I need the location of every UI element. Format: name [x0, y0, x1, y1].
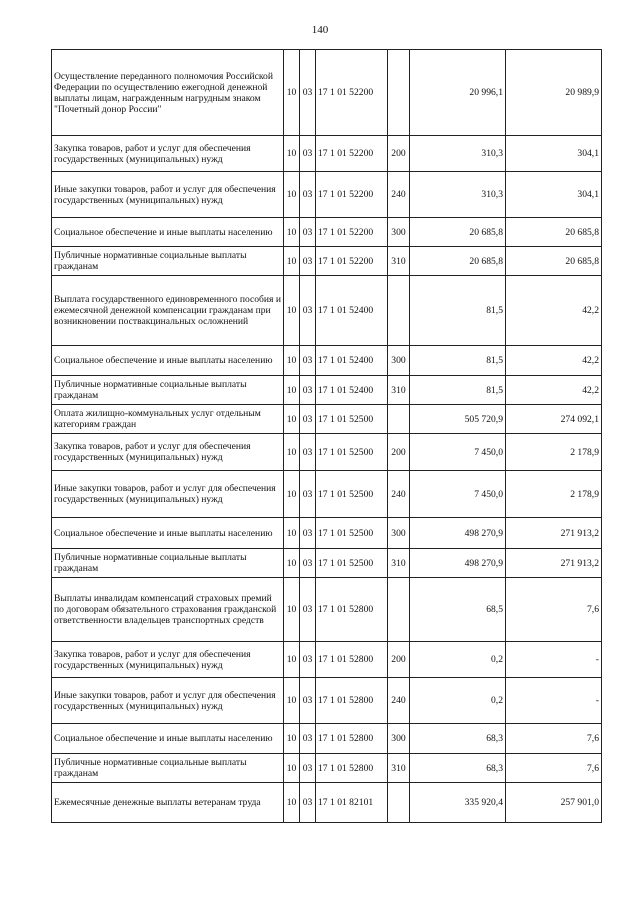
amount-approved: 68,5	[410, 578, 506, 642]
table-row	[52, 724, 602, 754]
table-row	[52, 783, 602, 823]
amount-approved: 81,5	[410, 276, 506, 346]
subsection-code: 03	[300, 172, 316, 218]
table-row	[52, 136, 602, 172]
table-row	[52, 50, 602, 136]
target-article-code: 17 1 01 52200	[316, 136, 388, 172]
amount-approved: 68,3	[410, 724, 506, 754]
expense-type-code: 240	[388, 471, 410, 518]
amount-approved: 7 450,0	[410, 434, 506, 471]
amount-executed: 42,2	[506, 346, 602, 376]
expense-type-code: 310	[388, 549, 410, 578]
section-code: 10	[284, 754, 300, 783]
subsection-code: 03	[300, 405, 316, 434]
amount-approved: 498 270,9	[410, 549, 506, 578]
table-row	[52, 405, 602, 434]
row-description: Публичные нормативные социальные выплаты гражданам	[52, 549, 284, 578]
subsection-code: 03	[300, 247, 316, 276]
expense-type-code: 240	[388, 678, 410, 724]
amount-approved: 81,5	[410, 376, 506, 405]
target-article-code: 17 1 01 52800	[316, 724, 388, 754]
target-article-code: 17 1 01 82101	[316, 783, 388, 823]
amount-executed: 42,2	[506, 276, 602, 346]
amount-approved: 81,5	[410, 346, 506, 376]
target-article-code: 17 1 01 52400	[316, 376, 388, 405]
target-article-code: 17 1 01 52400	[316, 346, 388, 376]
subsection-code: 03	[300, 518, 316, 549]
section-code: 10	[284, 518, 300, 549]
table-row	[52, 549, 602, 578]
amount-approved: 20 685,8	[410, 247, 506, 276]
amount-executed: 257 901,0	[506, 783, 602, 823]
amount-approved: 0,2	[410, 678, 506, 724]
amount-executed: 7,6	[506, 754, 602, 783]
expense-type-code: 310	[388, 754, 410, 783]
amount-approved: 0,2	[410, 642, 506, 678]
row-description: Публичные нормативные социальные выплаты гражданам	[52, 247, 284, 276]
subsection-code: 03	[300, 218, 316, 247]
budget-table-body	[52, 50, 602, 823]
amount-executed: 304,1	[506, 172, 602, 218]
target-article-code: 17 1 01 52400	[316, 276, 388, 346]
section-code: 10	[284, 434, 300, 471]
amount-executed: 271 913,2	[506, 549, 602, 578]
subsection-code: 03	[300, 136, 316, 172]
row-description: Выплата государственного единовременного пособия и ежемесячной денежной компенсации гражданам при возникновении поствакцинальных осложнений	[52, 276, 284, 346]
section-code: 10	[284, 549, 300, 578]
amount-executed: 20 989,9	[506, 50, 602, 136]
target-article-code: 17 1 01 52200	[316, 247, 388, 276]
expense-type-code	[388, 783, 410, 823]
target-article-code: 17 1 01 52500	[316, 471, 388, 518]
target-article-code: 17 1 01 52200	[316, 50, 388, 136]
amount-executed: -	[506, 678, 602, 724]
expense-type-code: 310	[388, 247, 410, 276]
table-row	[52, 471, 602, 518]
expense-type-code: 300	[388, 518, 410, 549]
row-description: Социальное обеспечение и иные выплаты населению	[52, 346, 284, 376]
amount-executed: 2 178,9	[506, 434, 602, 471]
amount-executed: 42,2	[506, 376, 602, 405]
expense-type-code	[388, 405, 410, 434]
subsection-code: 03	[300, 642, 316, 678]
subsection-code: 03	[300, 578, 316, 642]
expense-type-code: 300	[388, 218, 410, 247]
amount-approved: 20 685,8	[410, 218, 506, 247]
expense-type-code: 300	[388, 346, 410, 376]
subsection-code: 03	[300, 783, 316, 823]
target-article-code: 17 1 01 52800	[316, 642, 388, 678]
amount-approved: 310,3	[410, 172, 506, 218]
section-code: 10	[284, 405, 300, 434]
row-description: Закупка товаров, работ и услуг для обеспечения государственных (муниципальных) нужд	[52, 434, 284, 471]
amount-executed: 2 178,9	[506, 471, 602, 518]
amount-executed: 304,1	[506, 136, 602, 172]
expense-type-code: 200	[388, 434, 410, 471]
section-code: 10	[284, 172, 300, 218]
subsection-code: 03	[300, 678, 316, 724]
section-code: 10	[284, 218, 300, 247]
table-row	[52, 754, 602, 783]
subsection-code: 03	[300, 276, 316, 346]
section-code: 10	[284, 346, 300, 376]
target-article-code: 17 1 01 52200	[316, 172, 388, 218]
target-article-code: 17 1 01 52500	[316, 405, 388, 434]
expense-type-code: 300	[388, 724, 410, 754]
target-article-code: 17 1 01 52500	[316, 549, 388, 578]
section-code: 10	[284, 471, 300, 518]
table-row	[52, 276, 602, 346]
expense-type-code: 200	[388, 642, 410, 678]
target-article-code: 17 1 01 52800	[316, 578, 388, 642]
subsection-code: 03	[300, 549, 316, 578]
table-row	[52, 346, 602, 376]
subsection-code: 03	[300, 754, 316, 783]
section-code: 10	[284, 678, 300, 724]
table-row	[52, 247, 602, 276]
row-description: Публичные нормативные социальные выплаты гражданам	[52, 376, 284, 405]
expense-type-code	[388, 50, 410, 136]
expense-type-code: 310	[388, 376, 410, 405]
subsection-code: 03	[300, 434, 316, 471]
table-row	[52, 518, 602, 549]
section-code: 10	[284, 724, 300, 754]
section-code: 10	[284, 50, 300, 136]
expense-type-code: 240	[388, 172, 410, 218]
target-article-code: 17 1 01 52500	[316, 434, 388, 471]
row-description: Ежемесячные денежные выплаты ветеранам труда	[52, 783, 284, 823]
expense-type-code: 200	[388, 136, 410, 172]
amount-approved: 7 450,0	[410, 471, 506, 518]
amount-approved: 335 920,4	[410, 783, 506, 823]
expense-type-code	[388, 276, 410, 346]
amount-executed: 7,6	[506, 724, 602, 754]
row-description: Иные закупки товаров, работ и услуг для обеспечения государственных (муниципальных) нужд	[52, 678, 284, 724]
section-code: 10	[284, 276, 300, 346]
section-code: 10	[284, 783, 300, 823]
amount-executed: 20 685,8	[506, 218, 602, 247]
table-row	[52, 434, 602, 471]
amount-executed: 274 092,1	[506, 405, 602, 434]
amount-approved: 498 270,9	[410, 518, 506, 549]
target-article-code: 17 1 01 52200	[316, 218, 388, 247]
table-row	[52, 642, 602, 678]
amount-executed: 271 913,2	[506, 518, 602, 549]
table-row	[52, 678, 602, 724]
row-description: Социальное обеспечение и иные выплаты населению	[52, 218, 284, 247]
table-row	[52, 218, 602, 247]
amount-approved: 68,3	[410, 754, 506, 783]
amount-approved: 310,3	[410, 136, 506, 172]
row-description: Закупка товаров, работ и услуг для обеспечения государственных (муниципальных) нужд	[52, 642, 284, 678]
target-article-code: 17 1 01 52500	[316, 518, 388, 549]
subsection-code: 03	[300, 376, 316, 405]
target-article-code: 17 1 01 52800	[316, 754, 388, 783]
row-description: Социальное обеспечение и иные выплаты населению	[52, 518, 284, 549]
row-description: Иные закупки товаров, работ и услуг для обеспечения государственных (муниципальных) нужд	[52, 471, 284, 518]
subsection-code: 03	[300, 50, 316, 136]
budget-table	[51, 49, 602, 823]
target-article-code: 17 1 01 52800	[316, 678, 388, 724]
page-number: 140	[311, 24, 329, 36]
amount-executed: -	[506, 642, 602, 678]
row-description: Закупка товаров, работ и услуг для обеспечения государственных (муниципальных) нужд	[52, 136, 284, 172]
row-description: Осуществление переданного полномочия Российской Федерации по осуществлению ежегодной денежной выплаты лицам, награжденным нагрудным знаком "Почетный донор России"	[52, 50, 284, 136]
section-code: 10	[284, 578, 300, 642]
subsection-code: 03	[300, 471, 316, 518]
section-code: 10	[284, 247, 300, 276]
section-code: 10	[284, 376, 300, 405]
amount-executed: 7,6	[506, 578, 602, 642]
section-code: 10	[284, 642, 300, 678]
row-description: Оплата жилищно-коммунальных услуг отдельным категориям граждан	[52, 405, 284, 434]
row-description: Выплаты инвалидам компенсаций страховых премий по договорам обязательного страхования гражданской ответственности владельцев транспортных средств	[52, 578, 284, 642]
table-row	[52, 172, 602, 218]
row-description: Социальное обеспечение и иные выплаты населению	[52, 724, 284, 754]
amount-approved: 20 996,1	[410, 50, 506, 136]
table-row	[52, 578, 602, 642]
row-description: Иные закупки товаров, работ и услуг для обеспечения государственных (муниципальных) нужд	[52, 172, 284, 218]
row-description: Публичные нормативные социальные выплаты гражданам	[52, 754, 284, 783]
amount-executed: 20 685,8	[506, 247, 602, 276]
subsection-code: 03	[300, 346, 316, 376]
expense-type-code	[388, 578, 410, 642]
amount-approved: 505 720,9	[410, 405, 506, 434]
section-code: 10	[284, 136, 300, 172]
subsection-code: 03	[300, 724, 316, 754]
table-row	[52, 376, 602, 405]
